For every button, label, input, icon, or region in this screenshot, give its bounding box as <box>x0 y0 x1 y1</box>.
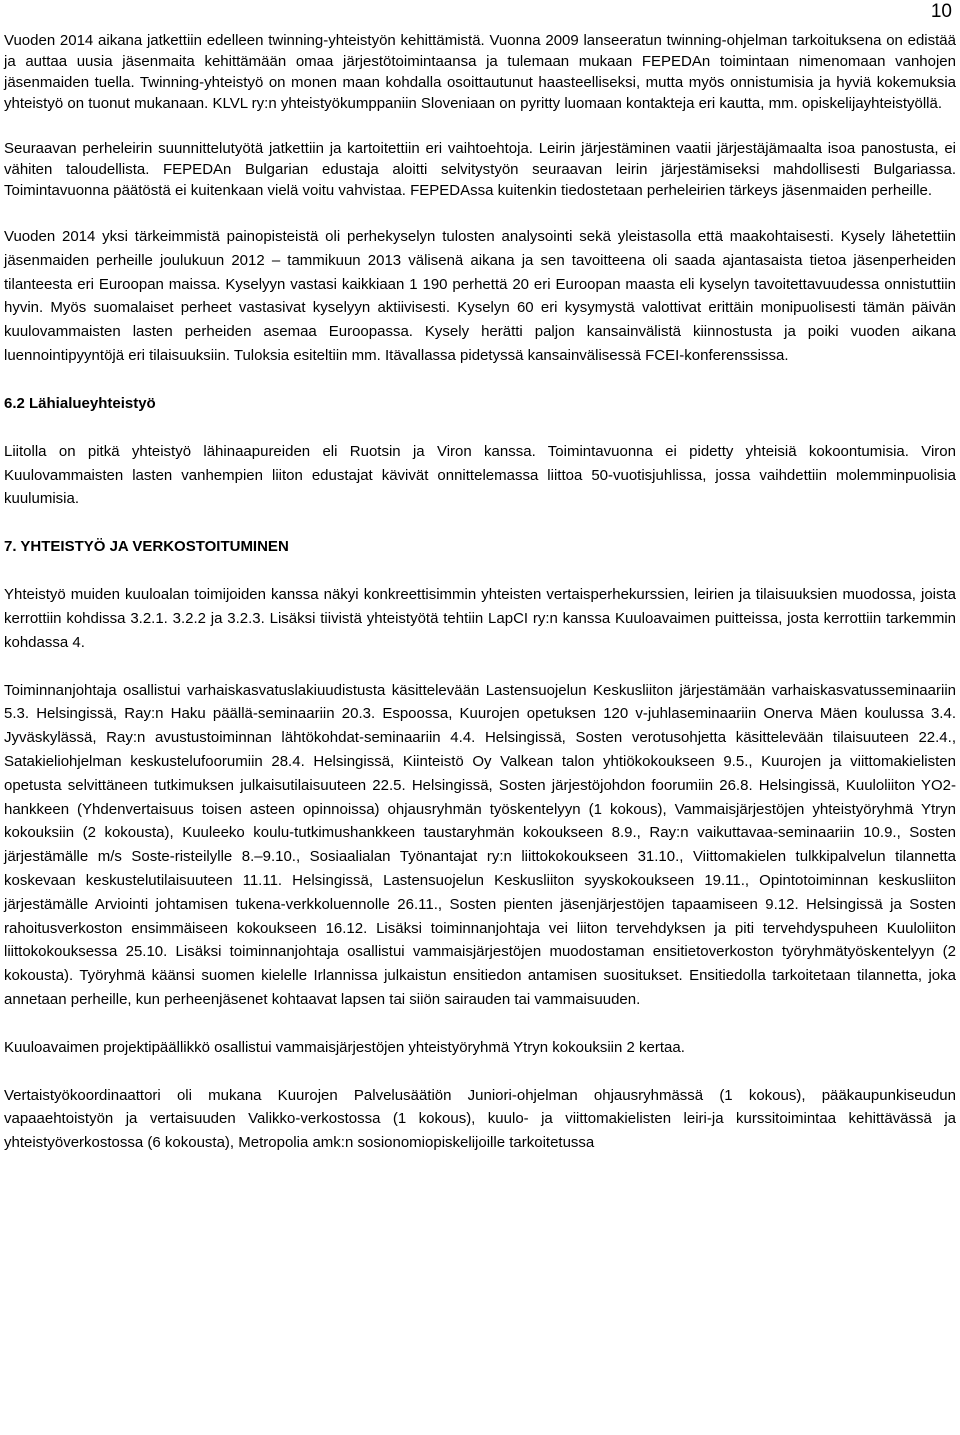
paragraph-peer-coordinator: Vertaistyökoordinaattori oli mukana Kuurojen Palvelusäätiön Juniori-ohjelman ohjausryhmässä (1 kokous), pääkaupunkiseudun vapaaehtoistyön ja vertaisuuden Valikko-verkostossa (1 kokous), kuulo- ja viittomakielisten leiri-ja kurssitoimintaa kehittävässä ja yhteistyöverkostossa (6 kokousta), Metropolia amk:n sosionomiopiskelijoille tarkoitetussa <box>4 1086 956 1152</box>
paragraph-director-events: Toiminnanjohtaja osallistui varhaiskasvatuslakiuudistusta käsittelevään Lastensuojelun Keskusliiton järjestämään varhaiskasvatusseminaariin 5.3. Helsingissä, Ray:n Haku päällä-seminaariin 20.3. Espoossa, Kuurojen opetuksen 120 v-juhlaseminaariin Onerva Mäen koulussa 3.4. Jyväskylässä, Ray:n avustustoiminnan lähtökohdat-seminaariin 4.4. Helsingissä, Sosten verotusohjetta käsittelevään tilaisuuteen 22.4., Satakieliohjelman keskustelufoorumiin 28.4. Helsingissä, Kiinteistö Oy Valkean talon yhtiökokoukseen 9.5., Kuurojen ja viittomakielisten opetusta selvittäneen tutkimuksen julkaisutilaisuuteen 22.5. Helsingissä, Sosten järjestöjohdon foorumiin 26.8. Helsingissä, Kuuloliiton YO2-hankkeen (Yhdenvertaisuus toisen asteen opinnoissa) ohjausryhmän työskentelyyn (1 kokous), Vammaisjärjestöjen yhteistyöryhmä Ytryn kokouksiin (2 kokousta), Kuuleeko koulu-tutkimushankkeen taustaryhmän kokoukseen 8.9., Ray:n vaikuttavaa-seminaariin 10.9., Sosten järjestämälle m/s Soste-risteilylle 8.–9.10., Sosiaalialan Työnantajat ry:n liittokokoukseen 31.10., Viittomakielen tulkkipalvelun tilannetta koskevaan keskustelutilaisuuteen 11.11. Helsingissä, Lastensuojelun Keskusliiton syyskokoukseen 19.11., Opintotoiminnan keskusliiton järjestämälle Arviointi johtamisen tukena-verkkoluennolle 26.11., Sosten pienten jäsenjärjestöjen tapaamiseen 9.12. Helsingissä ja Sosten rahoitusverkoston ensimmäiseen kokoukseen 16.12. Lisäksi toiminnanjohtaja vei liiton tervehdyksen ja piti tervehdyspuheen Kuuloliiton liittokokouksessa 25.10. Lisäksi toiminnanjohtaja osallistui vammaisjärjestöjen muodostaman ensitietoverkoston työryhmätyöskentelyyn (2 kokousta). Työryhmä käänsi suomen kielelle Irlannissa julkaistun ensitiedon antamisen suositukset. Ensitiedolla tarkoitetaan tilannetta, joka annetaan perheille, kun perheenjäsenet kohtaavat lapsen tai siiön sairauden tai vammaisuuden. <box>4 681 956 1008</box>
paragraph-family-survey: Vuoden 2014 yksi tärkeimmistä painopisteistä oli perhekyselyn tulosten analysointi sekä yleistasolla että maakohtaisesti. Kysely lähetettiin jäsenmaiden perheille joulukuun 2012 – tammikuun 2013 välisenä aikana ja sen tavoitteena oli saada ajantasaista tietoa jäsenperheiden tilanteesta eri Euroopan maissa. Kyselyyn vastasi kaikkiaan 1 190 perhettä 20 eri Euroopan maasta eli kyselyn tavoitettavuudessa onnistuttiin hyvin. Myös suomalaiset perheet vastasivat kyselyyn aktiivisesti. Kyselyn 60 eri kysymystä valottivat erittäin monipuolisesti tämän päivän kuulovammaisten lasten perheiden asemaa Euroopassa. Kysely herätti paljon kansainvälistä kiinnostusta ja poiki vuoden aikana luennointipyyntöjä eri tilaisuuksiin. Tuloksia esiteltiin mm. Itävallassa pidetyssä kansainvälisessä FCEI-konferenssissa. <box>4 228 956 364</box>
page-number: 10 <box>930 1 952 22</box>
paragraph-project-manager: Kuuloavaimen projektipäällikkö osallistui vammaisjärjestöjen yhteistyöryhmä Ytryn kokouksiin 2 kertaa. <box>4 1038 685 1056</box>
section-heading-7: 7. YHTEISTYÖ JA VERKOSTOITUMINEN <box>4 538 289 556</box>
paragraph-neighbour-cooperation: Liitolla on pitkä yhteistyö lähinaapureiden eli Ruotsin ja Viron kanssa. Toimintavuonna ei pidetty yhteisiä kokoontumisia. Viron Kuulovammaisten lasten vanhempien liiton edustajat kävivät onnittelemassa liittoa 50-vuotisjuhlissa, jossa vaihdettiin molemminpuolisia kuulumisia. <box>4 442 956 508</box>
paragraph-cooperation-intro: Yhteistyö muiden kuuloalan toimijoiden kanssa näkyi konkreettisimmin yhteisten vertaisperhekurssien, leirien ja tilaisuuksien muodossa, joista kerrottiin kohdissa 3.2.1. 3.2.2 ja 3.2.3. Lisäksi tiivistä yhteistyötä tehtiin LapCI ry:n kanssa Kuuloavaimen puitteissa, josta kerrottiin tarkemmin kohdassa 4. <box>4 586 956 651</box>
paragraph-twinning: Vuoden 2014 aikana jatkettiin edelleen twinning-yhteistyön kehittämistä. Vuonna 2009 lanseeratun twinning-ohjelman tarkoituksena on edistää ja auttaa uusia jäsenmaita kehittämään omaa järjestötoimintaansa ja tulemaan mukaan FEPEDAn toimintaan nimenomaan vanhojen jäsenmaiden tuella. Twinning-yhteistyö on monen maan kohdalla osoittautunut haasteelliseksi, mutta myös onnistumisia ja hyviä kokemuksia yhteistyö on tuonut mukanaan. KLVL ry:n yhteistyökumppaniin Sloveniaan on pyritty luomaan kontakteja eri kautta, mm. opiskelijayhteistyöllä. <box>4 32 956 112</box>
paragraph-family-camp: Seuraavan perheleirin suunnittelutyötä jatkettiin ja kartoitettiin eri vaihtoehtoja. Leirin järjestäminen vaatii järjestäjämaalta isoa panostusta, ei vähiten taloudellista. FEPEDAn Bulgarian edustaja aloitti selvitystyön seuraavan leirin järjestämiseksi mahdollisesti Bulgariassa. Toimintavuonna päätöstä ei kuitenkaan vielä voitu vahvistaa. FEPEDAssa kuitenkin tiedostetaan perheleirien tärkeys jäsenmaiden perheille. <box>4 140 956 199</box>
section-heading-6-2: 6.2 Lähialueyhteistyö <box>4 394 156 412</box>
document-body <box>4 30 956 1155</box>
